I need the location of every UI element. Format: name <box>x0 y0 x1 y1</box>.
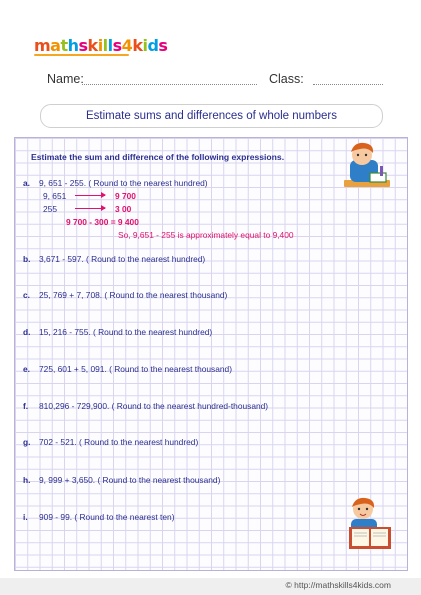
question-row <box>23 512 174 522</box>
question-expression: 9, 999 + 3,650. ( Round to the nearest thousand) <box>39 475 221 485</box>
question-expression: 702 - 521. ( Round to the nearest hundred) <box>39 437 199 447</box>
pencil-icon <box>380 166 383 176</box>
logo-letter: d <box>147 35 159 55</box>
site-logo <box>34 34 167 56</box>
question-expression: 909 - 99. ( Round to the nearest ten) <box>39 512 175 522</box>
question-row <box>23 437 198 447</box>
logo-letter: t <box>60 35 68 55</box>
question-row <box>23 364 232 374</box>
name-label: Name: <box>47 72 84 86</box>
logo-letter: s <box>112 35 122 55</box>
question-letter: b. <box>23 254 31 264</box>
question-letter: a. <box>23 178 30 188</box>
logo-letter: h <box>67 35 79 55</box>
example-question <box>23 178 208 188</box>
question-letter: g. <box>23 437 31 447</box>
logo-letter: k <box>87 35 98 55</box>
example-calculation: 9 700 - 300 = 9 400 <box>66 217 139 227</box>
name-class-row <box>47 72 383 92</box>
question-letter: e. <box>23 364 30 374</box>
question-letter: f. <box>23 401 29 411</box>
kid-with-book-illustration <box>345 497 393 553</box>
question-expression: 9, 651 - 255. ( Round to the nearest hundred) <box>39 178 208 188</box>
logo-letter: a <box>50 35 61 55</box>
question-expression: 25, 769 + 7, 708. ( Round to the nearest thousand) <box>39 290 228 300</box>
question-expression: 15, 216 - 755. ( Round to the nearest hundred) <box>39 327 213 337</box>
class-field[interactable] <box>313 84 383 85</box>
example-step1-left: 9, 651 <box>43 191 67 201</box>
book-icon <box>370 173 386 182</box>
question-row <box>23 475 220 485</box>
logo-wordmark <box>34 36 167 55</box>
question-letter: d. <box>23 327 31 337</box>
class-label: Class: <box>269 72 304 86</box>
question-expression: 810,296 - 729,900. ( Round to the nearest hundred-thousand) <box>39 401 269 411</box>
logo-letter: s <box>78 35 88 55</box>
question-letter: c. <box>23 290 30 300</box>
question-expression: 3,671 - 597. ( Round to the nearest hundred) <box>39 254 206 264</box>
logo-letter: l <box>107 35 113 55</box>
footer-url[interactable]: © http://mathskills4kids.com <box>285 580 391 590</box>
question-letter: i. <box>23 512 28 522</box>
example-conclusion: So, 9,651 - 255 is approximately equal to 9,400 <box>118 230 294 240</box>
example-step2-right: 3 00 <box>115 204 132 214</box>
name-field[interactable] <box>82 84 257 85</box>
footer-bar <box>0 578 421 595</box>
example-step2-left: 255 <box>43 204 57 214</box>
question-row <box>23 327 212 337</box>
question-row <box>23 401 268 411</box>
arrow-icon <box>75 195 105 196</box>
logo-letter: 4 <box>121 35 133 55</box>
logo-letter: i <box>97 35 103 55</box>
logo-letter: k <box>132 35 143 55</box>
question-expression: 725, 601 + 5, 091. ( Round to the nearest thousand) <box>39 364 232 374</box>
arrow-icon <box>75 208 105 209</box>
logo-letter: l <box>102 35 108 55</box>
question-letter: h. <box>23 475 31 485</box>
logo-letter: s <box>158 35 168 55</box>
example-step1-right: 9 700 <box>115 191 136 201</box>
logo-letter: m <box>34 35 51 55</box>
reading-kid-illustration <box>340 140 392 190</box>
question-row <box>23 254 205 264</box>
logo-letter: i <box>142 35 148 55</box>
logo-underline <box>34 54 129 56</box>
instructions: Estimate the sum and difference of the following expressions. <box>31 152 285 162</box>
question-row <box>23 290 227 300</box>
worksheet-title-text: Estimate sums and differences of whole numbers <box>86 110 337 122</box>
worksheet-title <box>40 104 383 128</box>
